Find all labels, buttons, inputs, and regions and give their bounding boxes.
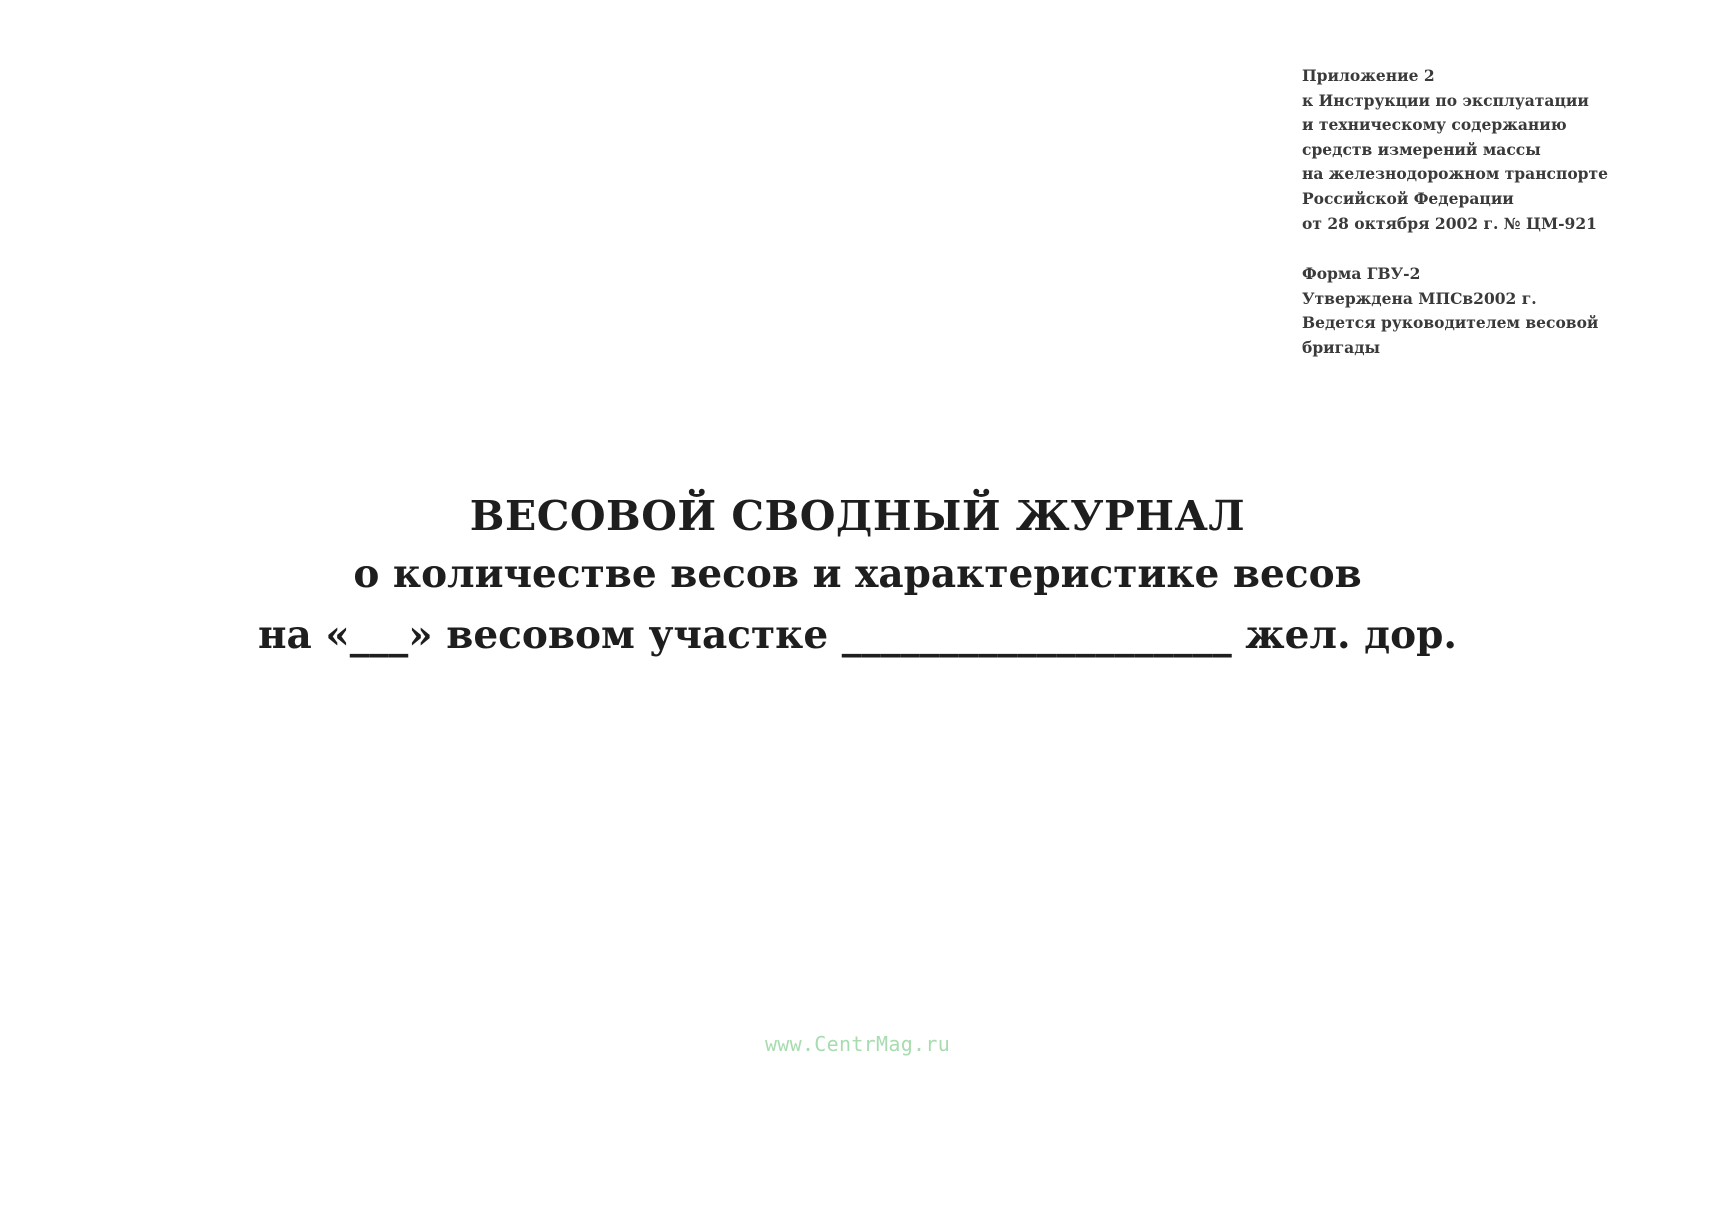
appendix-line: к Инструкции по эксплуатации	[1302, 90, 1589, 110]
form-info	[1302, 262, 1662, 360]
title-subtitle-line-2: на «___» весовом участке ____________________ жел. дор.	[258, 612, 1457, 658]
appendix-line: от 28 октября 2002 г. № ЦМ-921	[1302, 213, 1597, 233]
document-title	[0, 488, 1715, 666]
appendix-line: и техническому содержанию	[1302, 115, 1567, 135]
appendix-line: Приложение 2	[1302, 66, 1435, 85]
form-line: Ведется руководителем весовой	[1302, 313, 1599, 333]
appendix-line: средств измерений массы	[1302, 139, 1541, 159]
appendix-line: Российской Федерации	[1302, 188, 1514, 208]
appendix-line: на железнодорожном транспорте	[1302, 164, 1608, 184]
form-line: Утверждена МПСв2002 г.	[1302, 288, 1537, 308]
title-subtitle-line-1: о количестве весов и характеристике весов	[353, 551, 1362, 597]
title-main: ВЕСОВОЙ СВОДНЫЙ ЖУРНАЛ	[469, 492, 1246, 540]
form-line: бригады	[1302, 337, 1381, 357]
watermark-url: www.CentrMag.ru	[764, 1032, 951, 1056]
appendix-reference	[1302, 64, 1662, 236]
form-line: Форма ГВУ-2	[1302, 264, 1421, 283]
